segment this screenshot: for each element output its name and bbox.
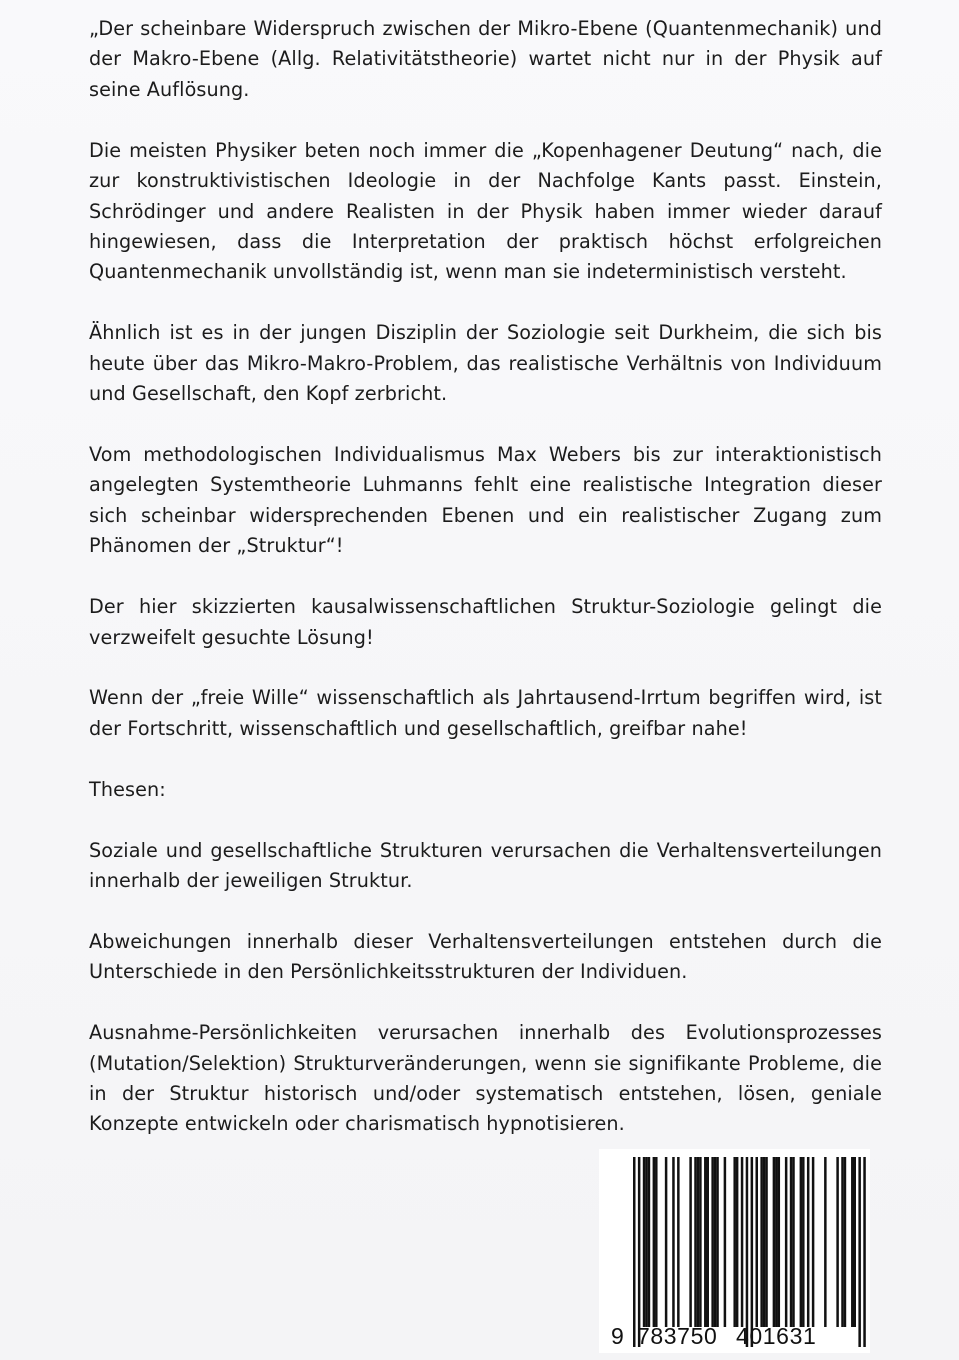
thesis-1: Soziale und gesellschaftliche Strukturen verursachen die Verhaltensverteilungen innerhalb der jeweiligen Struktur. xyxy=(89,838,882,893)
barcode-bar xyxy=(841,1157,844,1327)
barcode-bar xyxy=(711,1157,714,1327)
barcode-bar xyxy=(775,1157,778,1327)
barcode-bar xyxy=(851,1157,854,1327)
barcode-bar xyxy=(736,1157,739,1327)
barcode-bar xyxy=(792,1157,795,1327)
barcode-bar xyxy=(824,1157,827,1327)
barcode-bar xyxy=(648,1157,651,1327)
barcode-bar xyxy=(699,1157,702,1327)
barcode-bar xyxy=(697,1157,700,1327)
paragraph-sociology: Ähnlich ist es in der jungen Disziplin der Soziologie seit Durkheim, die sich bis heute über das Mikro-Makro-Problem, das realistische Verhältnis von Individuum und Gesellschaft, den Kopf zerbricht. xyxy=(89,321,882,406)
barcode-bar xyxy=(785,1157,788,1327)
barcode-bar xyxy=(812,1157,815,1327)
barcode-bar xyxy=(802,1157,805,1327)
thesis-3: Ausnahme-Persönlichkeiten verursachen innerhalb des Evolutionsprozesses (Mutation/Selektion) Strukturveränderungen, wenn sie signifikante Probleme, die in der Struktur historisch und/oder systematisch entstehen, lösen, geniale Konzepte entwickeln oder charismatisch hypnotisieren. xyxy=(89,1021,882,1136)
barcode-digits xyxy=(599,1319,870,1353)
barcode-bar xyxy=(724,1157,727,1327)
paragraph-free-will: Wenn der „freie Wille“ wissenschaftlich als Jahrtausend-Irrtum begriffen wird, ist der Fortschritt, wissenschaftlich und gesellschaftlich, greifbar nahe! xyxy=(89,686,882,740)
barcode-bar xyxy=(741,1157,744,1327)
barcode-bar xyxy=(704,1157,707,1327)
barcode-bar xyxy=(707,1157,710,1327)
barcode-left-group: 783750 xyxy=(637,1323,718,1349)
barcode-bar xyxy=(790,1157,793,1327)
paragraph-copenhagen: Die meisten Physiker beten noch immer die „Kopenhagener Deutung“ nach, die zur konstruktivistischen Ideologie in der Nachfolge Kants passt. Einstein, Schrödinger und andere Realisten in der Physik haben immer wieder darauf hingewiesen, dass die Interpretation der praktisch höchst erfolgreichen Quantenmechanik unvollständig ist, wenn man sie indeterministisch versteht. xyxy=(89,138,882,284)
barcode-bar xyxy=(756,1157,759,1327)
blurb-text xyxy=(89,14,882,1170)
barcode-bar xyxy=(665,1157,668,1327)
paragraph-micro-macro: „Der scheinbare Widerspruch zwischen der Mikro-Ebene (Quantenmechanik) und der Makro-Ebene (Allg. Relativitätstheorie) wartet nicht nur in der Physik auf seine Auflösung. xyxy=(89,17,882,101)
barcode-bar xyxy=(645,1157,648,1327)
barcode-bar xyxy=(844,1157,847,1327)
barcode-bar xyxy=(733,1157,736,1327)
barcode-first-digit: 9 xyxy=(611,1323,624,1349)
barcode-bar xyxy=(689,1157,692,1327)
barcode-bar xyxy=(694,1157,697,1327)
barcode-bar xyxy=(800,1157,803,1327)
barcode-bar xyxy=(773,1157,776,1327)
barcode-bar xyxy=(836,1157,839,1327)
barcode-bar xyxy=(778,1157,781,1327)
barcode-bar xyxy=(677,1157,680,1327)
isbn-barcode xyxy=(599,1149,870,1353)
barcode-bar xyxy=(672,1157,675,1327)
barcode-bar xyxy=(765,1157,768,1327)
barcode-bar xyxy=(653,1157,656,1327)
barcode-bar xyxy=(760,1157,763,1327)
paragraph-solution: Der hier skizzierten kausalwissenschaftlichen Struktur-Soziologie gelingt die verzweifelt gesuchte Lösung! xyxy=(89,595,882,649)
barcode-right-group: 401631 xyxy=(736,1323,817,1349)
barcode-bar xyxy=(643,1157,646,1327)
paragraph-individualism: Vom methodologischen Individualismus Max Webers bis zur interaktionistisch angelegten Systemtheorie Luhmanns fehlt eine realistische Integration dieser sich scheinbar widersprechenden Ebenen und ein realistischer Zugang zum Phänomen der „Struktur“! xyxy=(89,442,882,558)
barcode-bar xyxy=(807,1157,810,1327)
barcode-bar xyxy=(763,1157,766,1327)
thesis-2: Abweichungen innerhalb dieser Verhaltensverteilungen entstehen durch die Unterschiede in den Persönlichkeitsstrukturen der Individuen. xyxy=(89,929,882,984)
barcode-bar xyxy=(655,1157,658,1327)
barcode-bar xyxy=(714,1157,717,1327)
theses-heading: Thesen: xyxy=(89,777,166,801)
barcode-bar xyxy=(854,1157,857,1327)
barcode-bar xyxy=(716,1157,719,1327)
